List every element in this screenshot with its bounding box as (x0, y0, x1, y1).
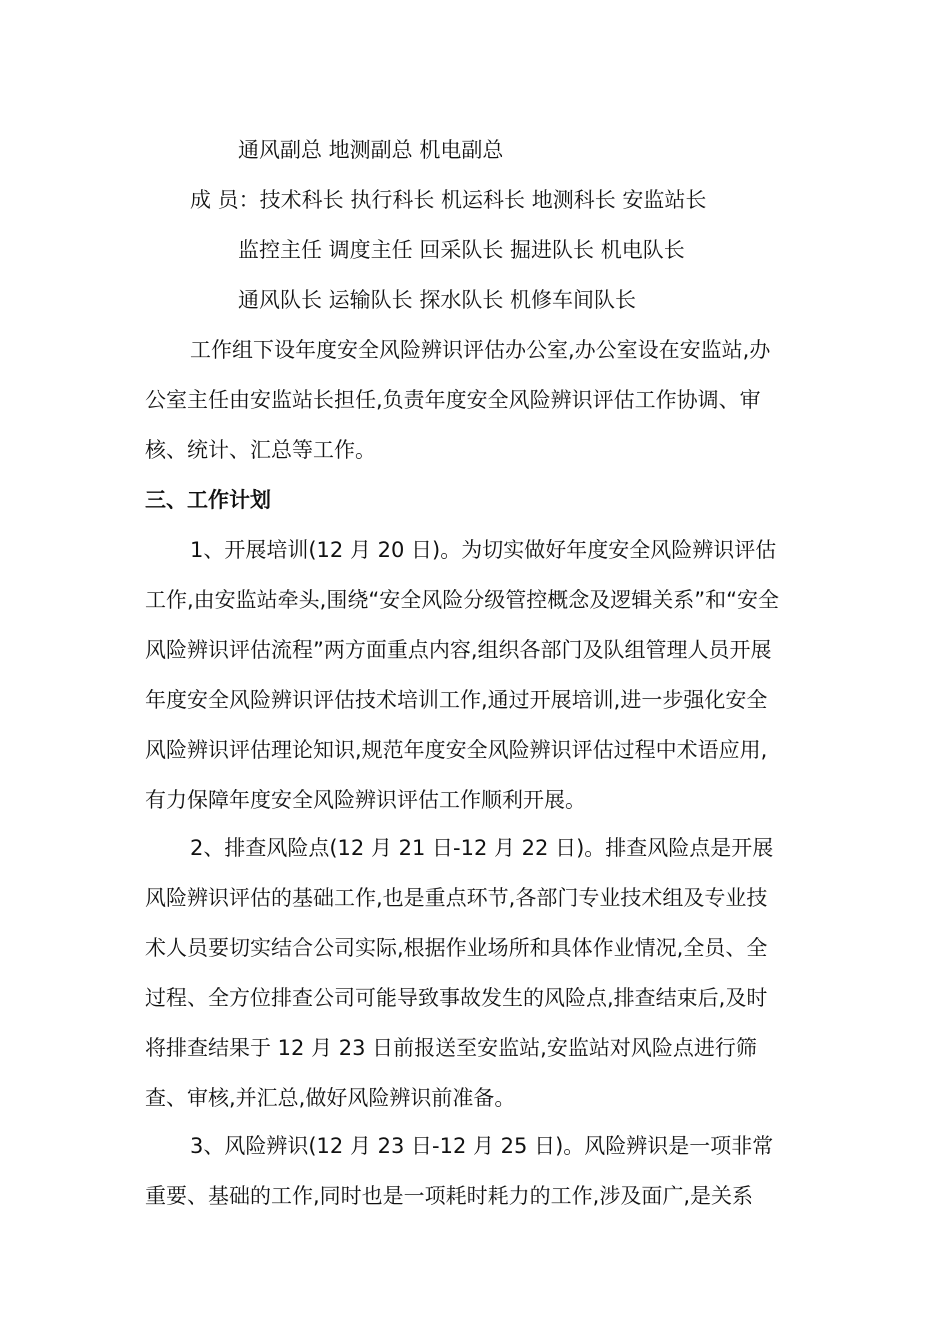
item-1-line-4: 年度安全风险辨识评估技术培训工作,通过开展培训,进一步强化安全 (145, 688, 768, 712)
item-2-line-6: 查、审核,并汇总,做好风险辨识前准备。 (145, 1086, 516, 1110)
item-3-line-2: 重要、基础的工作,同时也是一项耗时耗力的工作,涉及面广,是关系 (145, 1184, 754, 1208)
members-line-2: 监控主任 调度主任 回采队长 掘进队长 机电队长 (238, 238, 685, 262)
members-line-3: 通风队长 运输队长 探水队长 机修车间队长 (238, 288, 637, 312)
section-heading: 三、工作计划 (145, 488, 271, 512)
item-2-line-4: 过程、全方位排查公司可能导致事故发生的风险点,排查结束后,及时 (145, 986, 768, 1010)
item-2-line-3: 术人员要切实结合公司实际,根据作业场所和具体作业情况,全员、全 (145, 936, 768, 960)
item-1-line-2: 工作,由安监站牵头,围绕“安全风险分级管控概念及逻辑关系”和“安全 (145, 588, 779, 612)
office-paragraph-line-2: 公室主任由安监站长担任,负责年度安全风险辨识评估工作协调、审 (145, 388, 761, 412)
office-paragraph-line-1: 工作组下设年度安全风险辨识评估办公室,办公室设在安监站,办 (190, 338, 771, 362)
item-1-line-5: 风险辨识评估理论知识,规范年度安全风险辨识评估过程中术语应用, (145, 738, 768, 762)
item-1-line-6: 有力保障年度安全风险辨识评估工作顺利开展。 (145, 788, 586, 812)
members-line-1: 成 员：技术科长 执行科长 机运科长 地测科长 安监站长 (190, 188, 707, 212)
item-3-line-1: 3、风险辨识(12 月 23 日-12 月 25 日)。风险辨识是一项非常 (190, 1134, 774, 1158)
item-2-line-5: 将排查结果于 12 月 23 日前报送至安监站,安监站对风险点进行筛 (145, 1036, 757, 1060)
item-2-line-1: 2、排查风险点(12 月 21 日-12 月 22 日)。排查风险点是开展 (190, 836, 774, 860)
item-1-line-3: 风险辨识评估流程”两方面重点内容,组织各部门及队组管理人员开展 (145, 638, 772, 662)
office-paragraph-line-3: 核、统计、汇总等工作。 (145, 438, 376, 462)
leaders-line: 通风副总 地测副总 机电副总 (238, 138, 504, 162)
item-1-line-1: 1、开展培训(12 月 20 日)。为切实做好年度安全风险辨识评估 (190, 538, 777, 562)
item-2-line-2: 风险辨识评估的基础工作,也是重点环节,各部门专业技术组及专业技 (145, 886, 768, 910)
